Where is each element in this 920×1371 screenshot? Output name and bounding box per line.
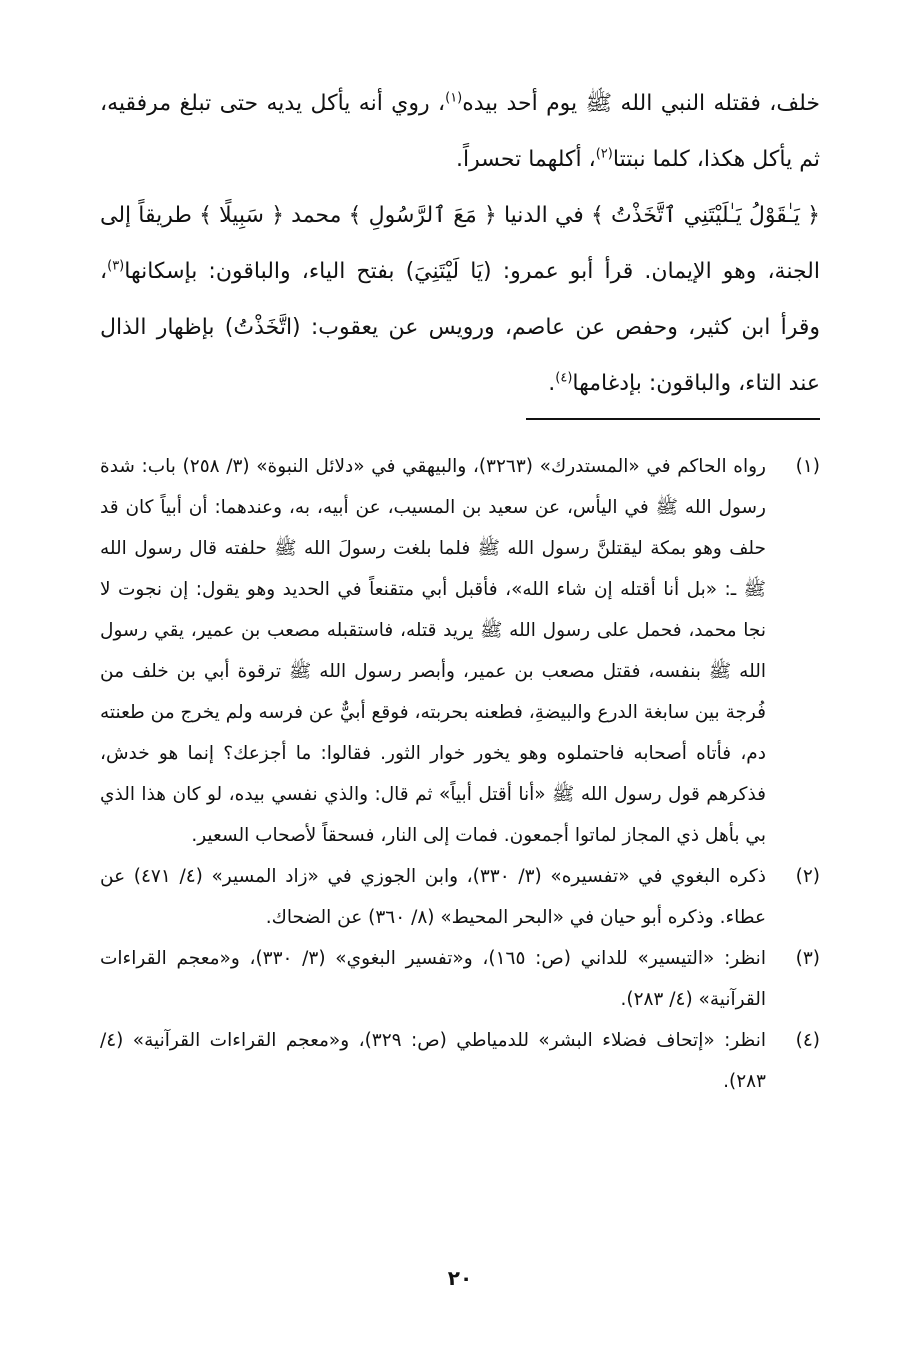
footnote-ref-4: (٤) [555,370,573,386]
footnote-ref-3: (٣) [107,258,125,274]
main-text-segment: خلف، فقتله النبي الله ﷺ يوم أحد بيده [462,91,820,116]
footnote-ref-1: (١) [445,90,463,106]
footnote-ref-2: (٢) [595,146,613,162]
footnote-item [100,446,820,856]
main-text-segment: . [548,371,556,396]
footnote-divider [526,418,820,420]
footnote-text: انظر: «إتحاف فضلاء البشر» للدمياطي (ص: ٣٢٩)، و«معجم القراءات القرآنية» (٤/ ٢٨٣). [100,1030,766,1092]
footnote-number: (٤) [795,1030,820,1051]
footnote-text: رواه الحاكم في «المستدرك» (٣٢٦٣)، والبيهقي في «دلائل النبوة» (٣/ ٢٥٨) باب: شدة رسول الله ﷺ في اليأس، عن سعيد بن المسيب، عن أبيه، به، وعندهما: أن أبياً كان قد حلف وهو بمكة ليقتلنَّ رسول الله ﷺ فلما بلغت رسولَ الله ﷺ حلفته قال رسول الله ﷺ ـ: «بل أنا أقتله إن شاء الله»، فأقبل أبي متقنعاً في الحديد وهو يقول: إن نجوت لا نجا محمد، فحمل على رسول الله ﷺ يريد قتله، فاستقبله مصعب بن عمير، يقي رسول الله ﷺ بنفسه، فقتل مصعب بن عمير، وأبصر رسول الله ﷺ ترقوة أبي بن خلف من فُرجة بين سابغة الدرع والبيضةِ، فطعنه بحربته، فوقع أبيٌّ عن فرسه ولم يخرج من طعنته دم، فأتاه أصحابه فاحتملوه وهو يخور خوار الثور. فقالوا: ما أجزعك؟ إنما هو خدش، فذكرهم قول رسول الله ﷺ «أنا أقتل أبياً» ثم قال: والذي نفسي بيده، لو كان هذا الذي بي بأهل ذي المجاز لماتوا أجمعون. فمات إلى النار، فسحقاً لأصحاب السعير. [100,456,766,846]
footnote-text: ذكره البغوي في «تفسيره» (٣/ ٣٣٠)، وابن الجوزي في «زاد المسير» (٤/ ٤٧١) عن عطاء. وذكره أبو حيان في «البحر المحيط» (٨/ ٣٦٠) عن الضحاك. [100,866,766,928]
footnote-number: (١) [795,456,820,477]
main-paragraph [100,76,820,188]
footnote-item [100,1020,820,1102]
footnote-item [100,938,820,1020]
footnote-text: انظر: «التيسير» للداني (ص: ١٦٥)، و«تفسير البغوي» (٣/ ٣٣٠)، و«معجم القراءات القرآنية» (٤/ ٢٨٣). [100,948,766,1010]
main-text-segment: ، أكلهما تحسراً. [456,147,596,172]
footnote-number: (٣) [795,948,820,969]
footnote-number: (٢) [795,866,820,887]
footnotes [100,446,820,1102]
main-text [100,76,820,412]
footnote-item [100,856,820,938]
page-number: ٢٠ [447,1266,473,1290]
main-paragraph [100,188,820,412]
main-text-segment: ، روي أنه يأكل يديه حتى تبلغ مرفقيه، ثم يأكل هكذا، كلما نبتتا [100,91,820,172]
main-text-segment: ، وقرأ ابن كثير، وحفص عن عاصم، ورويس عن يعقوب: (اتَّخَذْتُ) بإظهار الذال عند التاء، والباقون: بإدغامها [100,259,820,396]
main-text-segment: ﴿ يَـٰقَوْلُ يَـٰلَيْتَنِي ٱتَّخَذْتُ ﴾ في الدنيا ﴿ مَعَ ٱلرَّسُولِ ﴾ محمد ﴿ سَبِيلًا ﴾ طريقاً إلى الجنة، وهو الإيمان. قرأ أبو عمرو: (يَا لَيْتَنِيَ) بفتح الياء، والباقون: بإسكانها [100,203,820,284]
